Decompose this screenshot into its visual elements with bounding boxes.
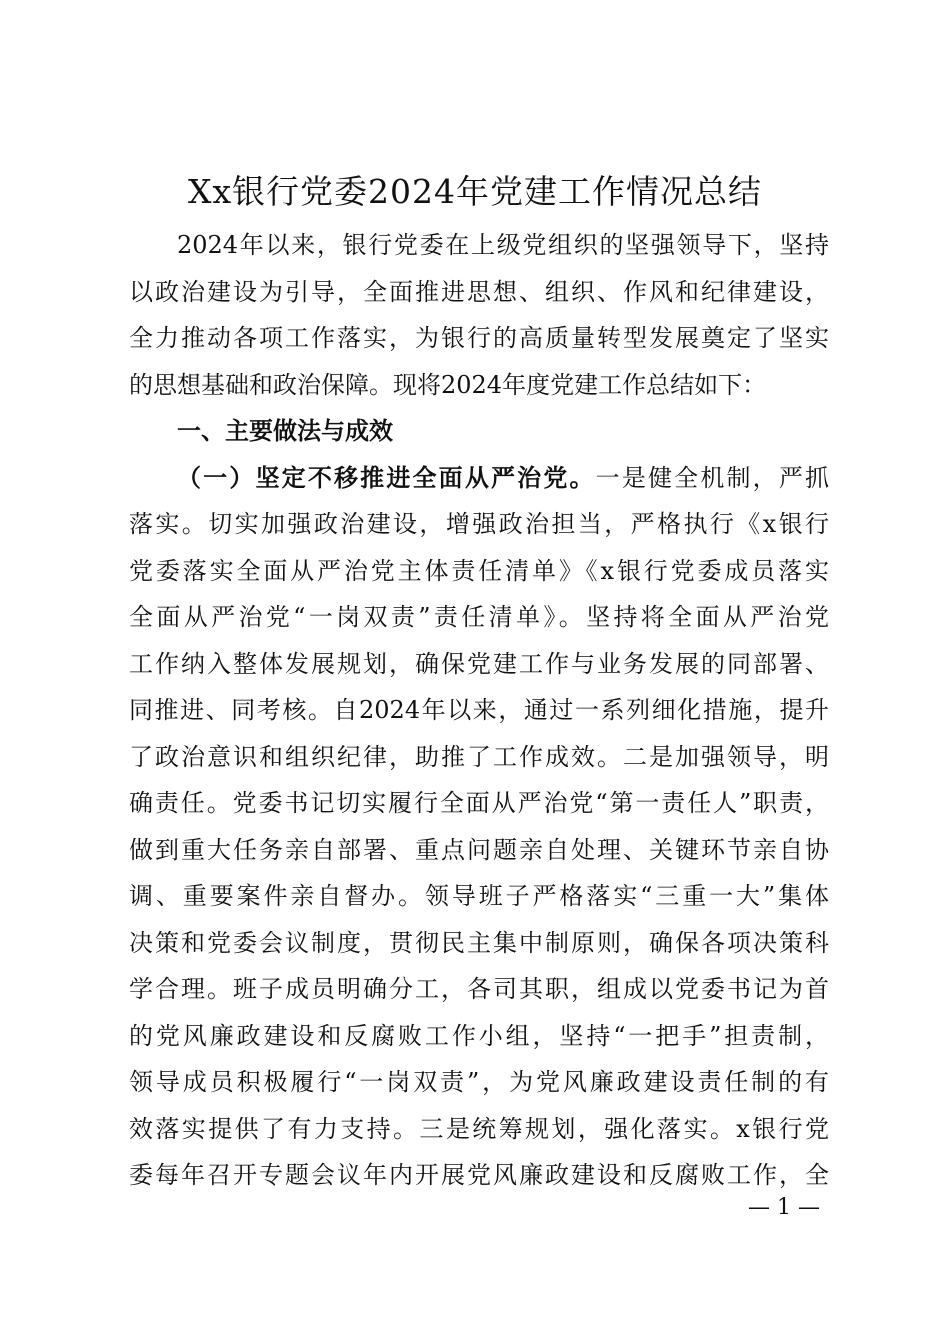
body-line: 全面从严治党“一岗双责”责任清单》。坚持将全面从严治党 — [129, 603, 829, 631]
intro-line: 以政治建设为引导，全面推进思想、组织、作风和纪律建设， — [129, 277, 829, 306]
subsection-heading: （一）坚定不移推进全面从严治党。 — [177, 462, 596, 492]
body-line: 的党风廉政建设和反腐败工作小组，坚持“一把手”担责制， — [129, 1021, 829, 1050]
subsection-first-line-text: 一是健全机制，严抓 — [595, 463, 830, 492]
intro-line: 2024年以来，银行党委在上级党组织的坚强领导下，坚持 — [177, 231, 829, 259]
body-line: 同推进、同考核。自2024年以来，通过一系列细化措施，提升 — [129, 696, 829, 724]
body-line: 确责任。党委书记切实履行全面从严治党“第一责任人”职责， — [129, 789, 829, 817]
section-heading: 一、主要做法与成效 — [177, 417, 393, 445]
body-line: 落实。切实加强政治建设，增强政治担当，严格执行《x银行 — [129, 510, 829, 538]
body-line: 调、重要案件亲自督办。领导班子严格落实“三重一大”集体 — [129, 882, 829, 910]
body-line: 委每年召开专题会议年内开展党风廉政建设和反腐败工作，全 — [129, 1161, 829, 1189]
body-line: 做到重大任务亲自部署、重点问题亲自处理、关键环节亲自协 — [129, 835, 829, 864]
body-line: 学合理。班子成员明确分工，各司其职，组成以党委书记为首 — [129, 975, 829, 1003]
body-line: 决策和党委会议制度，贯彻民主集中制原则，确保各项决策科 — [129, 928, 829, 957]
document-title: Xx银行党委2024年党建工作情况总结 — [187, 172, 763, 211]
document-body — [129, 222, 829, 1199]
intro-line: 全力推动各项工作落实，为银行的高质量转型发展奠定了坚实 — [129, 324, 829, 352]
body-line: 党委落实全面从严治党主体责任清单》《x银行党委成员落实 — [129, 556, 829, 585]
intro-line: 的思想基础和政治保障。现将2024年度党建工作总结如下： — [129, 370, 767, 399]
body-line: 效落实提供了有力支持。三是统筹规划，强化落实。x银行党 — [129, 1114, 829, 1143]
body-line: 工作纳入整体发展规划，确保党建工作与业务发展的同部署、 — [129, 649, 829, 678]
subsection-first-line — [129, 455, 829, 502]
page-number: — 1 — — [748, 1195, 820, 1220]
body-line: 了政治意识和组织纪律，助推了工作成效。二是加强领导，明 — [129, 742, 829, 771]
body-line: 领导成员积极履行“一岗双责”，为党风廉政建设责任制的有 — [129, 1068, 829, 1096]
